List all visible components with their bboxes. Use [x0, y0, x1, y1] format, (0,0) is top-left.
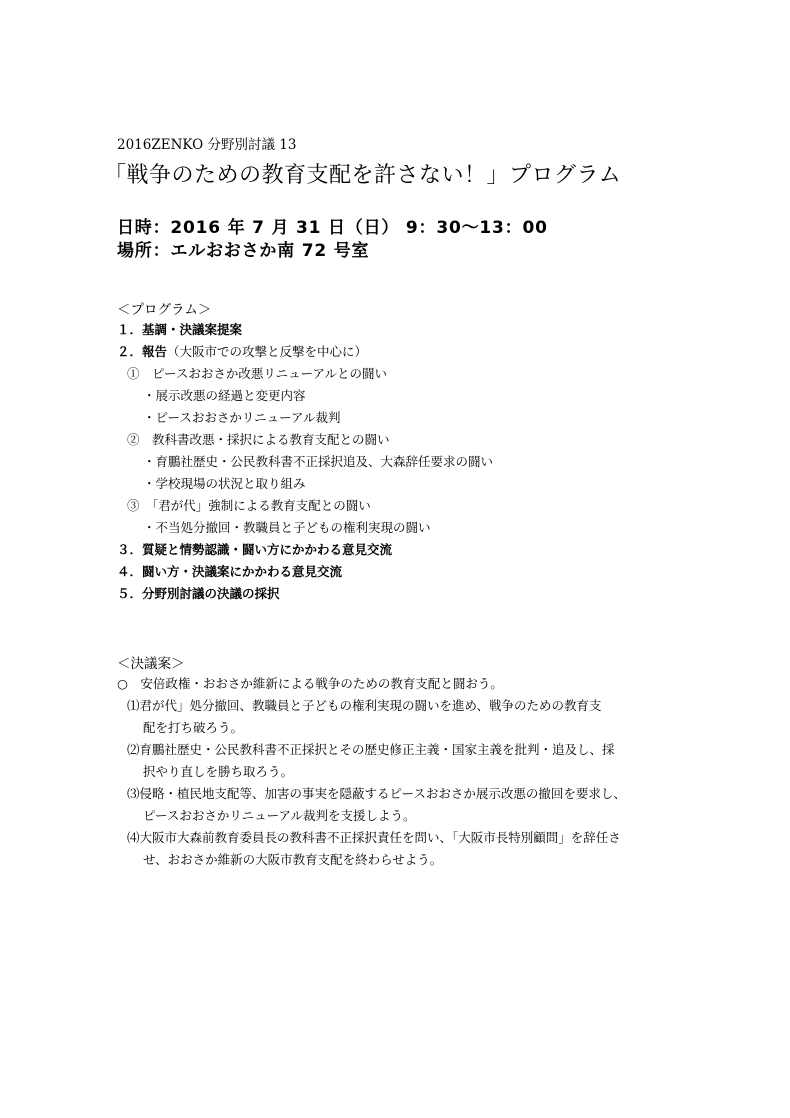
report-detail: ・育鵬社歴史・公民教科書不正採択追及、大森辞任要求の闘い — [143, 454, 494, 469]
program-item-2-note: （大阪市での攻撃と反撃を中心に） — [167, 344, 368, 359]
resolution-item-2: ⑵育鵬社歴史・公民教科書不正採択とその歴史修正主義・国家主義を批判・追及し、採 — [127, 742, 615, 757]
program-item-2 — [117, 342, 367, 360]
report-detail: ・不当処分撤回・教職員と子どもの権利実現の闘い — [143, 520, 431, 535]
page-title: 「戦争のための教育支配を許さない！」プログラム — [104, 163, 622, 188]
resolution-item-1: ⑴君が代」処分撤回、教職員と子どもの権利実現の闘いを進め、戦争のための教育支 — [127, 698, 602, 713]
resolution-item-1-cont: 配を打ち破ろう。 — [143, 720, 244, 735]
event-venue: 場所：エルおおさか南 72 号室 — [117, 241, 370, 261]
report-subitem-1: ① ピースおおさか改悪リニューアルとの闘い — [127, 366, 388, 381]
series-label: 2016ZENKO 分野別討議 13 — [117, 137, 297, 153]
resolution-item-3-cont: ピースおおさかリニューアル裁判を支援しよう。 — [143, 808, 416, 823]
resolution-item-4: ⑷大阪市大森前教育委員長の教科書不正採択責任を問い、「大阪市長特別顧問」を辞任さ — [127, 830, 621, 845]
resolution-item-2-cont: 択やり直しを勝ち取ろう。 — [143, 764, 294, 779]
resolution-item-3: ⑶侵略・植民地支配等、加害の事実を隠蔽するピースおおさか展示改悪の撤回を要求し、 — [127, 786, 626, 801]
program-item-3: ３．質疑と情勢認識・闘い方にかかわる意見交流 — [117, 542, 393, 557]
resolution-item-4-cont: せ、おおさか維新の大阪市教育支配を終わらせよう。 — [143, 852, 443, 867]
report-subitem-3: ③ 「君が代」強制による教育支配との闘い — [127, 498, 371, 513]
report-detail: ・ピースおおさかリニューアル裁判 — [143, 410, 341, 425]
event-datetime: 日時：2016 年 7 月 31 日（日） 9：30〜13：00 — [117, 218, 548, 238]
resolution-heading: ＜決議案＞ — [117, 656, 185, 672]
program-item-5: ５．分野別討議の決議の採択 — [117, 586, 280, 601]
program-heading: ＜プログラム＞ — [117, 302, 212, 318]
report-detail: ・学校現場の状況と取り組み — [143, 476, 306, 491]
report-subitem-2: ② 教科書改悪・採択による教育支配との闘い — [127, 432, 390, 447]
report-detail: ・展示改悪の経過と変更内容 — [143, 388, 306, 403]
program-item-2-label: ２．報告 — [117, 344, 168, 359]
resolution-summary: ○ 安倍政権・おおさか維新による戦争のための教育支配と闘おう。 — [117, 676, 503, 691]
program-item-4: ４．闘い方・決議案にかかわる意見交流 — [117, 564, 343, 579]
program-item-1: １．基調・決議案提案 — [117, 322, 243, 337]
